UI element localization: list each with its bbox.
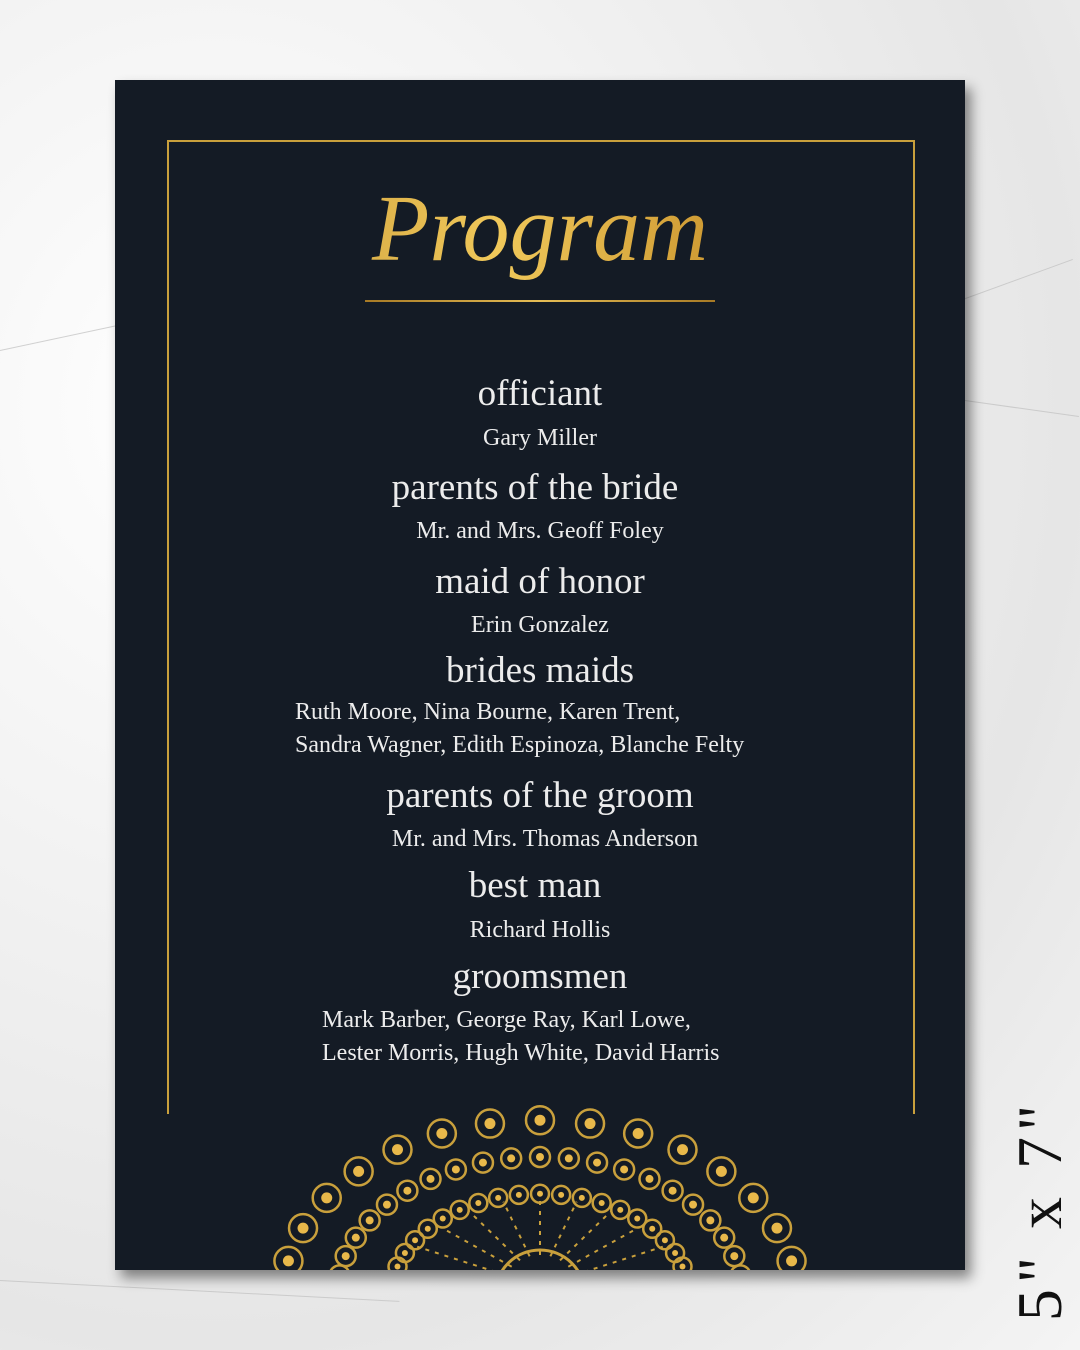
mandala-dot <box>484 1118 495 1129</box>
mandala-dot <box>706 1216 714 1224</box>
mandala-dot <box>436 1128 447 1139</box>
mandala-dot <box>298 1223 309 1234</box>
mandala-dot <box>507 1154 515 1162</box>
mandala-spoke <box>568 1227 640 1267</box>
mandala-spoke <box>575 1247 663 1270</box>
mandala-dot <box>672 1250 678 1256</box>
mandala-dot <box>669 1187 677 1195</box>
mandala-dot <box>321 1192 332 1203</box>
mandala-dot <box>427 1175 435 1183</box>
mandala-spoke <box>417 1247 505 1270</box>
mandala-dot <box>395 1263 401 1269</box>
mandala-dot <box>620 1165 628 1173</box>
gold-mandala-ornament <box>115 1090 965 1270</box>
mandala-dot <box>402 1250 408 1256</box>
role-officiant: officiant <box>477 373 603 414</box>
mandala-dot <box>536 1153 544 1161</box>
mandala-dot <box>634 1216 640 1222</box>
mandala-dot <box>633 1128 644 1139</box>
role-best-man: best man <box>468 865 602 906</box>
mandala-dot <box>440 1216 446 1222</box>
mandala-spoke <box>503 1202 529 1257</box>
mandala-dot <box>565 1154 573 1162</box>
mandala-dot <box>786 1255 797 1266</box>
mandala-spoke <box>440 1227 512 1267</box>
mandala-dot <box>748 1192 759 1203</box>
mandala-dot <box>366 1216 374 1224</box>
mandala-dot <box>730 1252 738 1260</box>
names-maid-of-honor: Erin Gonzalez <box>471 612 609 638</box>
mandala-spoke <box>550 1202 576 1257</box>
mandala-dot <box>352 1234 360 1242</box>
role-parents-bride: parents of the bride <box>391 467 679 508</box>
mandala-dot <box>579 1195 585 1201</box>
role-maid-of-honor: maid of honor <box>435 561 645 602</box>
mandala-dot <box>617 1207 623 1213</box>
size-label: 5" x 7" <box>1004 1098 1075 1322</box>
role-parents-groom: parents of the groom <box>386 775 694 816</box>
mandala-dot <box>479 1159 487 1167</box>
mandala-dot <box>495 1195 501 1201</box>
mandala-dot <box>537 1191 543 1197</box>
mandala-dot <box>412 1237 418 1243</box>
names-best-man: Richard Hollis <box>469 917 611 943</box>
mandala-dot <box>342 1252 350 1260</box>
mandala-dot <box>585 1118 596 1129</box>
mandala-dot <box>283 1255 294 1266</box>
mandala-dot <box>649 1226 655 1232</box>
mandala-dot <box>720 1234 728 1242</box>
mandala-dot <box>558 1192 564 1198</box>
mandala-dot <box>392 1144 403 1155</box>
title-underline <box>365 300 715 302</box>
names-brides-maids-1: Ruth Moore, Nina Bourne, Karen Trent, <box>295 699 681 725</box>
names-groomsmen-2: Lester Morris, Hugh White, David Harris <box>322 1040 720 1066</box>
mandala-dot <box>599 1200 605 1206</box>
role-brides-maids: brides maids <box>445 650 635 691</box>
mandala-dot <box>403 1187 411 1195</box>
mandala-dot <box>771 1223 782 1234</box>
program-card <box>115 80 965 1270</box>
names-brides-maids-2: Sandra Wagner, Edith Espinoza, Blanche Felty <box>295 732 745 758</box>
names-parents-groom: Mr. and Mrs. Thomas Anderson <box>391 826 699 852</box>
program-title: Program <box>115 175 965 283</box>
mandala-dot <box>593 1159 601 1167</box>
role-groomsmen: groomsmen <box>452 956 628 997</box>
names-officiant: Gary Miller <box>483 425 597 451</box>
mandala-dot <box>516 1192 522 1198</box>
names-groomsmen-1: Mark Barber, George Ray, Karl Lowe, <box>322 1007 691 1033</box>
mandala-dot <box>645 1175 653 1183</box>
mandala-dot <box>475 1200 481 1206</box>
mandala-dot <box>353 1166 364 1177</box>
mandala-dot <box>677 1144 688 1155</box>
mandala-dot <box>457 1207 463 1213</box>
mandala-dot <box>452 1165 460 1173</box>
mandala-dot <box>425 1226 431 1232</box>
mandala-dot <box>383 1201 391 1209</box>
mandala-dot <box>679 1263 685 1269</box>
mandala-dot <box>535 1115 546 1126</box>
names-parents-bride: Mr. and Mrs. Geoff Foley <box>416 518 664 544</box>
mandala-dot <box>662 1237 668 1243</box>
mandala-dot <box>716 1166 727 1177</box>
mandala-dot <box>689 1201 697 1209</box>
